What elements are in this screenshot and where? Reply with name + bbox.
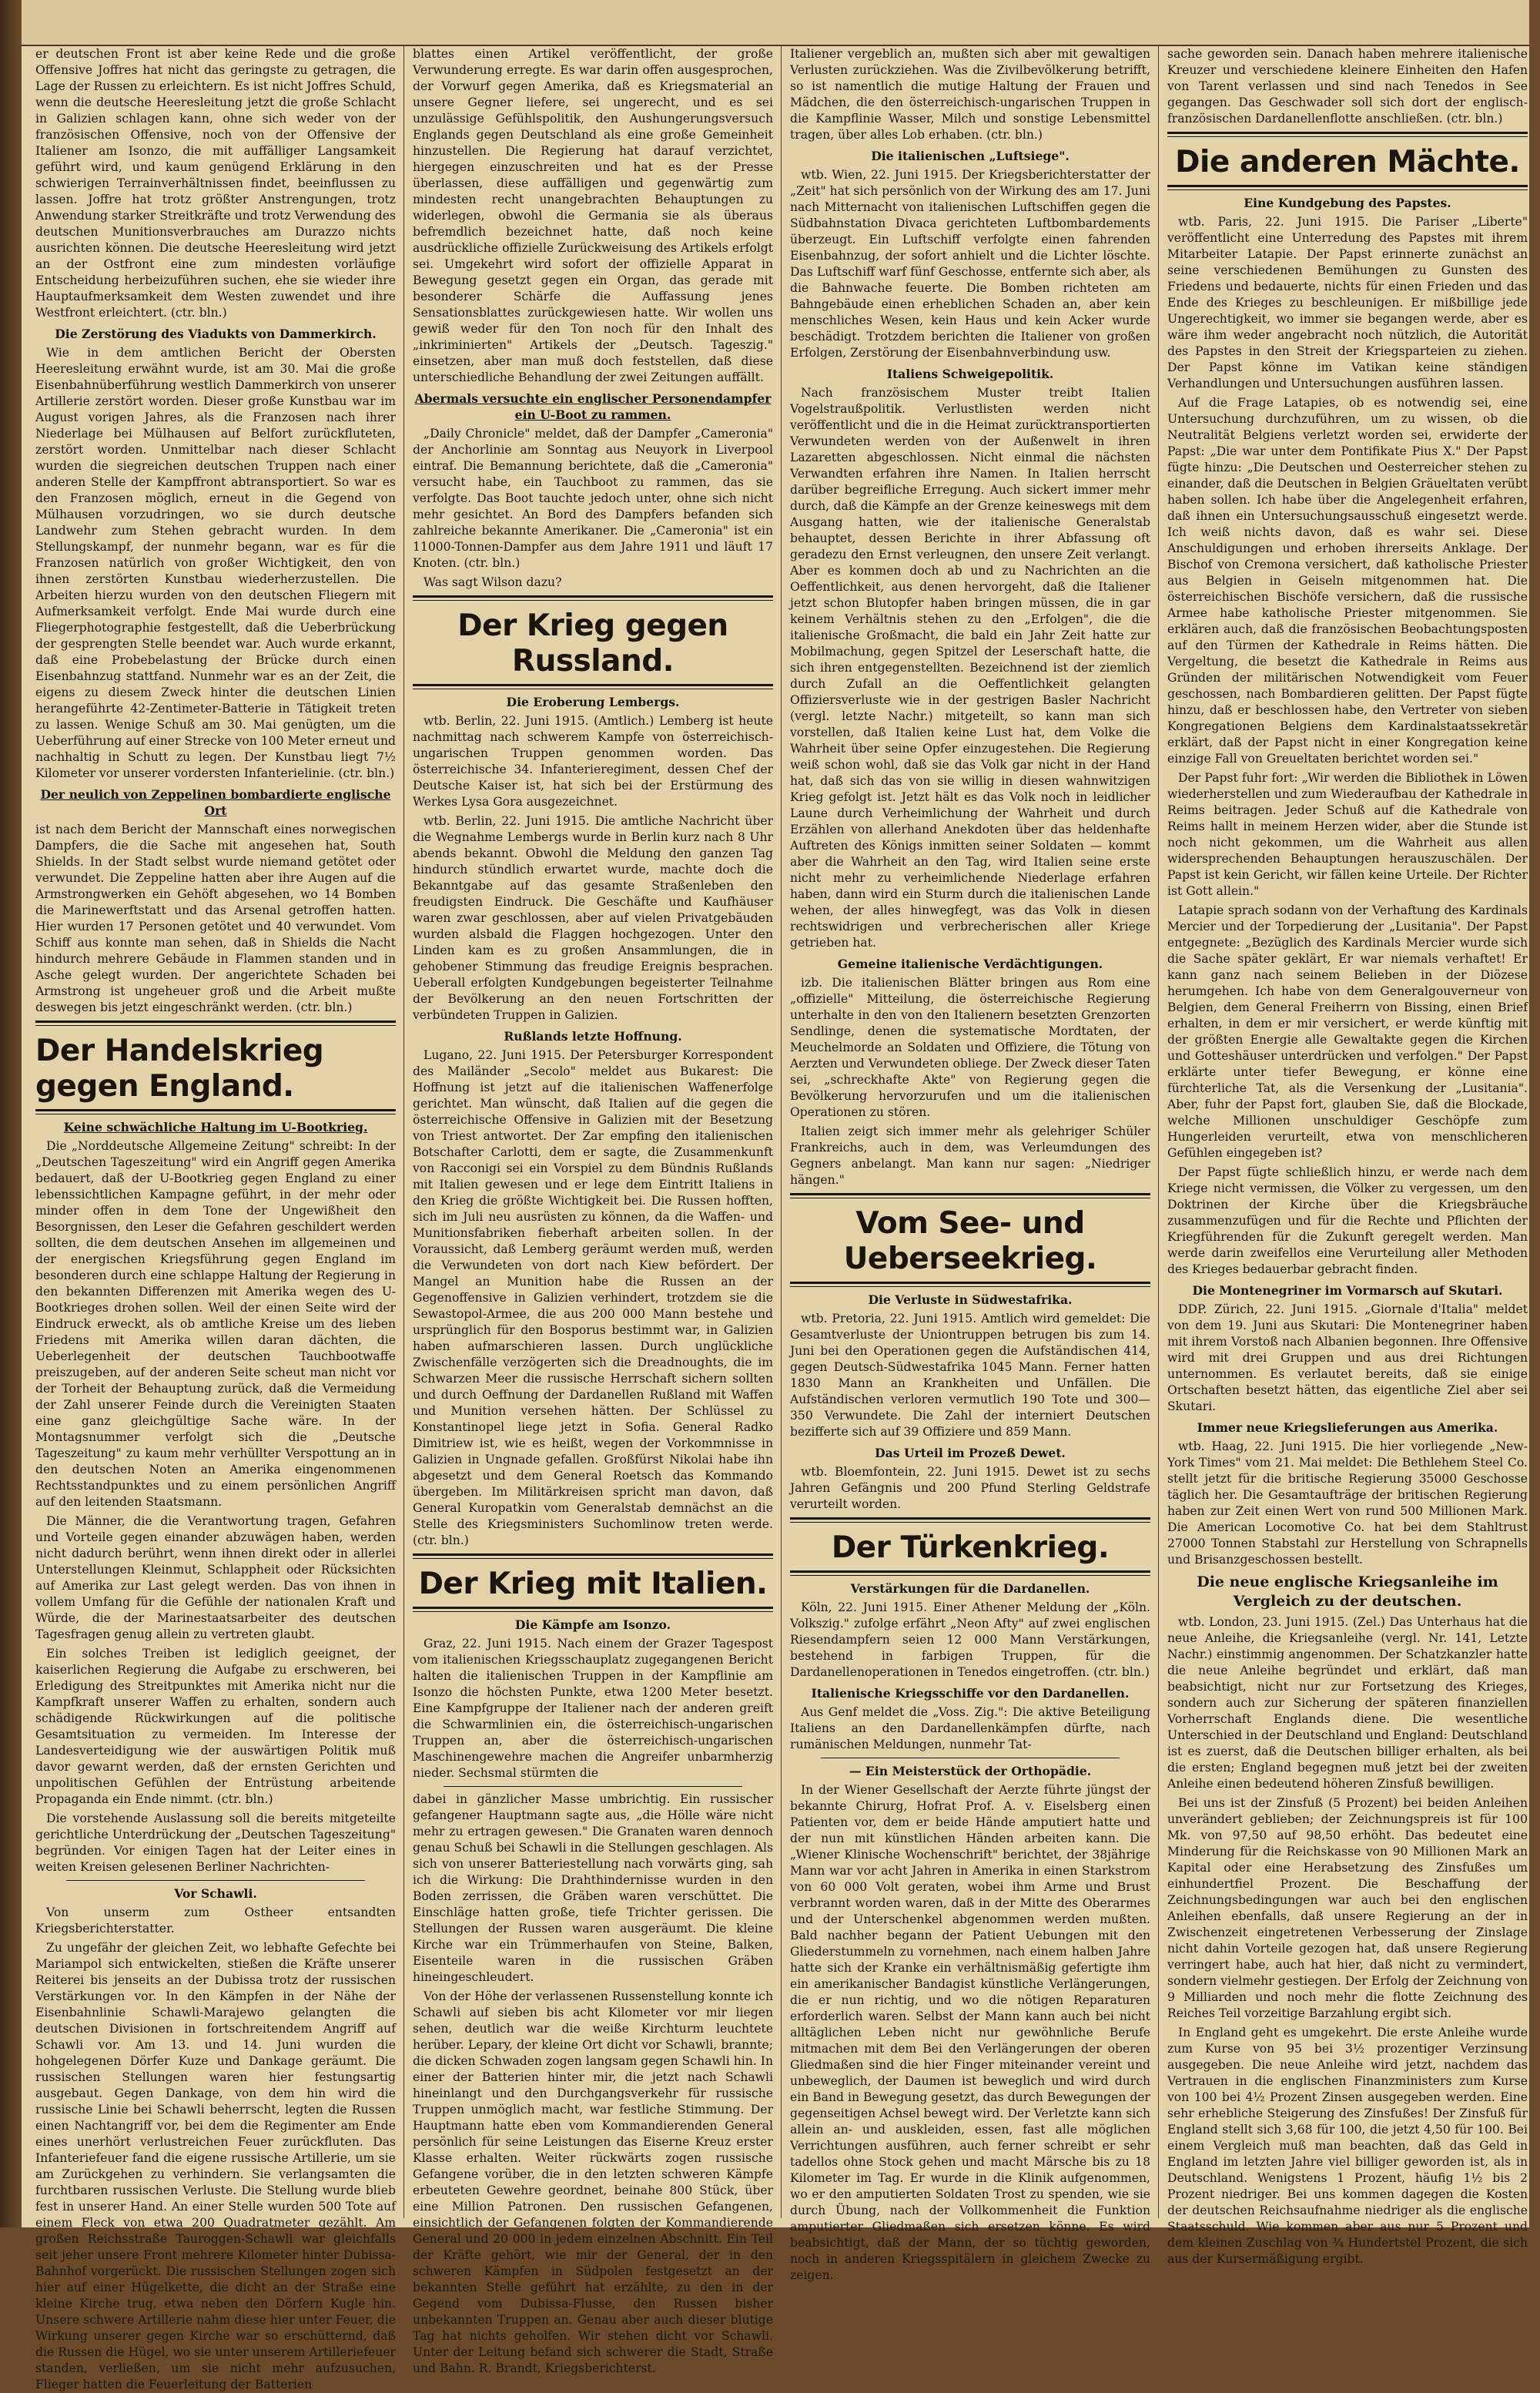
column-rule	[1158, 46, 1159, 2218]
subheading: — Ein Meisterstück der Orthopädie.	[849, 1764, 1092, 1778]
article-text: In England geht es umgekehrt. Die erste Anleihe wurde zum Kurse von 95 bei 3½ prozentiger Verzinsung ausgegeben. Die neue Anleihe wird jetzt, nachdem das Vertrauen in die englischen Finanzministers zum Kurse von 100 bei 4½ Prozent Zinsen ausgegeben werden. Eine sehr erhebliche Steigerung des Zinsfußes! Der Zinsfuß für England stellt sich 3,68 für 100, die jetzt 4,50 für 100. Bei einem Vergleich muß man beachten, daß das Geld in England im letzten Jahre viel billiger geworden ist, als in Deutschland. Wenigstens 1 Prozent, häufig 1½ bis 2 Prozent niedriger. Bei uns kommen dagegen die Kosten der deutschen Reichsaufnahme niedriger als die englische Staatsschuld. Wie kommen aber aus nur 5 Prozent und dem kleinen Zuschlag von ¾ Hundertstel Prozent, die sich aus der Kursermäßigung ergibt.	[1167, 2026, 1528, 2266]
section-rule	[790, 1517, 1150, 1523]
article-text: Aus Genf meldet die „Voss. Zig.": Die aktive Beteiligung Italiens an den Dardanellenkämpfen dürfte, nach rumänischen Meldungen, nunmehr Tat-	[790, 1705, 1150, 1751]
byline: Von unserm zum Ostheer entsandten Kriegsberichterstatter.	[35, 1905, 396, 1936]
divider	[66, 1880, 365, 1881]
article-text: Ein solches Treiben ist lediglich geeignet, der kaiserlichen Regierung die Aufgabe zu erschweren, bei Erledigung des Streitpunktes mit Amerika nicht nur die Kampfkraft unserer Waffen zu erhalten, sondern auch schädigende Rückwirkungen auf die politische Gesamtsituation zu vermeiden. Im Interesse der Landesverteidigung wie der auswärtigen Politik muß davor gewarnt werden, daß der ernsten Gerichten und unpolitischen Gefühlen der Entrüstung arbeitende Propaganda ein Ende nimmt. (ctr. bln.)	[35, 1647, 396, 1806]
article-text: wtb. Berlin, 22. Juni 1915. (Amtlich.) Lemberg ist heute nachmittag nach schwerem Kampfe von österreichisch-ungarischen Truppen genommen worden. Das österreichische 34. Infanterieregiment, dessen Chef der Deutsche Kaiser ist, hat sich bei der Erstürmung des Werkes Lysa Gora ausgezeichnet.	[413, 714, 773, 809]
article-text: Wie in dem amtlichen Bericht der Obersten Heeresleitung erwähnt wurde, ist am 30. Mai die große Eisenbahnüberführung westlich Dammerkirch von unserer Artillerie zerstört worden. Dieser große Kunstbau war im August vorigen Jahres, als die Franzosen nach ihrer Niederlage bei Mülhausen auf Belfort zurückfluteten, zerstört worden. Unmittelbar nach dieser Schlacht wurden die siegreichen deutschen Truppen nach einer anderen Stelle der Kampffront abtransportiert. So war es den Franzosen möglich, erneut in die Gegend von Mülhausen vorzudringen, wo sie durch deutsche Landwehr zum Stehen gebracht wurden. In dem Stellungskampf, der nunmehr begann, war es für die Franzosen natürlich von großer Wichtigkeit, den von ihnen zerstörten Kunstbau wiederherzustellen. Die Arbeiten hierzu wurden von den deutschen Fliegern mit Aufmerksamkeit verfolgt. Ende Mai wurde durch eine Fliegerphotographie festgestellt, daß die Ueberbrückung der gesprengten Stelle beendet war. Auch wurde erkannt, daß eine Probebelastung der Brücke durch einen Eisenbahnzug stattfand. Nunmehr war es an der Zeit, die eigens zu diesem Zweck hinter die deutschen Linien herangeführte 42-Zentimeter-Batterie in Tätigkeit treten zu lassen. Wenige Schuß am 30. Mai genügten, um die Ueberführung auf einer Strecke von 100 Meter erneut und nachhaltig in Schutt zu legen. Der Kunstbau liegt 7½ Kilometer vor unserer vordersten Infanterielinie. (ctr. bln.)	[35, 346, 396, 780]
subheading: Keine schwächliche Haltung im U-Bootkrieg.	[63, 1120, 368, 1134]
subheading: Rußlands letzte Hoffnung.	[504, 1029, 682, 1044]
article-text: Die vorstehende Auslassung soll die bereits mitgeteilte gerichtliche Unterdrückung der „Deutschen Tageszeitung" begründen. Vor einigen Tagen hat der Leiter eines in weiten Kreisen gelesenen Berliner Nachrichten-	[35, 1812, 396, 1874]
article-text: Bei uns ist der Zinsfuß (5 Prozent) bei beiden Anleihen unverändert geblieben; der Zeichnungspreis ist für 100 Mk. von 97,50 auf 98,50 erhöht. Das bedeutet eine Minderung für die Reichskasse von 90 Millionen Mark an Kapital oder eine Herabsetzung des Zinsfußes um einhundertfiel Prozent. Die Beschaffung der Zeichnungsbedingungen war auch bei den englischen Anleihen ebenfalls, daß unsere Regierung an der in Zwischenzeit eingetretenen Verbesserung der Zinslage nicht dahin Vorteile gezogen hat, daß unsere Regierung verringert habe, auch hat hier, daß nicht zu vermindert, sondern vielmehr gestiegen. Der Erfolg der Zeichnung von 9 Milliarden und noch mehr die flotte Zeichnung des Reiches Teil vorzeitige Barzahlung ergibt sich.	[1167, 1796, 1528, 2020]
subheading: Der neulich von Zeppelinen bombardierte englische Ort	[40, 787, 391, 818]
section-heading: Der Krieg gegen Russland.	[457, 608, 728, 679]
section-rule	[35, 1021, 396, 1026]
article-text: Graz, 22. Juni 1915. Nach einem der Grazer Tagespost vom italienischen Kriegsschauplatz zugegangenen Bericht halten die italienischen Truppen in der Kampflinie am Isonzo die höchsten Punkte, etwa 1200 Meter besetzt. Eine Kampfgruppe der Italiener nach der anderen greift die Schwarmlinien ein, die österreichisch-ungarischen Truppen an, aber die österreichisch-ungarischen Maschinengewehre machen die Angreifer unbarmherzig nieder. Sechsmal stürmten die	[413, 1637, 773, 1780]
subheading: Italienische Kriegsschiffe vor den Dardanellen.	[811, 1686, 1130, 1701]
newspaper-page	[22, 0, 1529, 2391]
binding-edge	[0, 0, 22, 2227]
article-text: DDP. Zürich, 22. Juni 1915. „Giornale d'Italia" meldet von dem 19. Juni aus Skutari: Die Montenegriner haben mit ihrem Vorstoß nach Albanien begonnen. Ihre Offensive wird mit drei Gruppen und aus drei Richtungen unternommen. Es verlautet bereits, daß sie einige Ortschaften besetzt hätten, das eigentliche Ziel aber sei Skutari.	[1167, 1302, 1528, 1413]
subheading: Die Montenegriner im Vormarsch auf Skutari.	[1192, 1283, 1503, 1298]
section-rule	[1167, 132, 1528, 137]
subheading: Italiens Schweigepolitik.	[886, 367, 1054, 381]
column-3	[790, 46, 1150, 2282]
column-4	[1167, 46, 1528, 2266]
subheading: Die Eroberung Lembergs.	[506, 695, 680, 709]
article-text: Italien zeigt sich immer mehr als gelehriger Schüler Frankreichs, auch in dem, was Verleumdungen des Gegners anbelangt. Man kann nur sagen: „Niedriger hängen."	[790, 1124, 1150, 1187]
subheading: Die Kämpfe am Isonzo.	[514, 1617, 671, 1632]
subheading: Vor Schawli.	[174, 1886, 257, 1901]
article-text: ist nach dem Bericht der Mannschaft eines norwegischen Dampfers, die die Sache mit angesehen hat, South Shields. In der Stadt selbst wurde niemand getötet oder verwundet. Die Zeppeline hatten aber ihre Augen auf die Armstrongwerken ein Gehöft abgesehen, wo 14 Bomben die Marinewerftstatt und das Arsenal getroffen hatten. Hier wurden 17 Personen getötet und 40 verwundet. Vom Schiff aus konnte man sehen, daß in Shields die Nacht hindurch mehrere Gebäude in Flammen standen und in Asche gelegt wurden. Der angerichtete Schaden bei Armstrong ist ungeheuer groß und die Arbeit mußte deswegen bis jetzt eingeschränkt werden. (ctr. bln.)	[35, 823, 396, 1014]
article-text: wtb. Wien, 22. Juni 1915. Der Kriegsberichterstatter der „Zeit" hat sich persönlich von der Wirkung des am 17. Juni nach Mitternacht von italienischen Luftschiffen gegen die Südbahnstation Divaca gerichteten Luftbombardements überzeugt. Ein Luftschiff verfolgte einen fahrenden Eisenbahnzug, der sofort anhielt und die Lichter löschte. Das Luftschiff warf fünf Geschosse, entfernte sich aber, als die Bahnwache feuerte. Die Bomben richteten am Bahngebäude einen erheblichen Schaden an, aber kein menschliches Wesen, kein Haus und kein Acker wurde beschädigt. Trotzdem berichten die Italiener von großen Erfolgen, Zerstörung der Eisenbahnverbindung usw.	[790, 168, 1150, 360]
article-text: Nach französischem Muster treibt Italien Vogelstraußpolitik. Verlustlisten werden nicht veröffentlicht und die in die Heimat zurücktransportierten Verwundeten werden von der Außenwelt in ihren Lazaretten abgeschlossen. Nicht einmal die nächsten Verwandten erfahren ihre Namen. In Italien herrscht darüber begreifliche Erregung. Auch sickert immer mehr durch, daß die Kämpfe an der Grenze keineswegs mit dem Ausgang hatten, wie der italienische Generalstab behauptet, dessen Berichte in ihrer Abfassung oft geradezu den Ernst verleugnen, den unsere Zeit verlangt. Aber es kommen doch ab und zu Nachrichten an die Oeffentlichkeit, aus denen hervorgeht, daß die Italiener jetzt schon Blutopfer haben bringen müssen, die in gar keinem Verhältnis stehen zu den „Erfolgen", die die italienische Großmacht, die bald ein Jahr Zeit hatte zur Mobilmachung, gegen Spitzel der Leserschaft hatte, die sich ihren entgegenstellten. Bezeichnend ist der ziemlich durch Zufall an die Oeffentlichkeit gelangten Offiziersverluste wie in der gestrigen Basler Nachricht (vergl. letzte Nachr.) mitgeteilt, so kann man sich vorstellen, daß Italien keine Lust hat, dem Volke die Wahrheit über seine Opfer einzugestehen. Die Regierung weiß schon wohl, daß sie das Volk gar nicht in der Hand hat, daß sich das von sie willig in diesen wahnwitzigen Krieg gefolgt ist. Jetzt hält es das Volk noch in leidlicher Laune durch Verheimlichung der Wahrheit und durch Erzählen von allerhand Anekdoten über das heldenhafte Auftreten des Königs inmitten seiner Soldaten — kommt aber die Wahrheit an den Tag, wird Italien seine erste nicht mehr zu verheimlichende Niederlage erfahren haben, dann wird ein Sturm durch die italienischen Lande wehen, der alles hinwegfegt, was das Volk in diesen rechtswidrigen und verbrecherischen aller Kriege getrieben hat.	[790, 386, 1150, 950]
article-text: dabei in gänzlicher Masse umbrichtig. Ein russischer gefangener Hauptmann sagte aus, „die Hölle wäre nicht mehr zu ertragen gewesen." Die Granaten waren dennoch genau Schuß bei Schawli in die Stellungen geschlagen. Als sich von unserer Batteriestellung nach vorwärts ging, sah ich die Wirkung: Die Drahthindernisse wurden in den Boden zerrissen, die Gräben waren verschüttet. Die Einschläge hatten große, tiefe Trichter gerissen. Die Stellungen der Russen waren ausgeräumt. Die kleine Kirche war ein Trümmerhaufen von Steine, Balken, Eisenteile waren in die russischen Gräben hineingeschleudert.	[413, 1792, 773, 1984]
article-text: „Daily Chronicle" meldet, daß der Dampfer „Cameronia" der Anchorlinie am Sonntag aus Neuyork in Liverpool eintraf. Die Bemannung berichtete, daß die „Cameronia" versucht habe, ein Tauchboot zu rammen, das sie verfolgte. Das Boot tauchte jedoch unter, ohne sich nicht mehr gesichtet. An Bord des Dampfers befanden sich zahlreiche bekannte Amerikaner. Die „Cameronia" ist ein 11000-Tonnen-Dampfer aus dem Jahre 1911 und läuft 17 Knoten. (ctr. bln.)	[413, 427, 773, 570]
section-heading: Die anderen Mächte.	[1175, 145, 1520, 179]
top-margin-strip	[22, 0, 1529, 46]
article-text: Köln, 22. Juni 1915. Einer Athener Meldung der „Köln. Volkszig." zufolge erfährt „Neon Afty" auf zwei englischen Riesendampfern seien 12 000 Mann Verstärkungen, bestehend in farbigen Truppen, für die Dardanellenoperationen in Tenedos eingetroffen. (ctr. bln.)	[790, 1600, 1150, 1679]
article-text: Italiener vergeblich an, mußten sich aber mit gewaltigen Verlusten zurückziehen. Was die Zivilbevölkerung betrifft, so ist namentlich die mutige Haltung der Frauen und Mädchen, die den österreichisch-ungarischen Truppen in die Kampflinie Wasser, Milch und sonstige Lebensmittel tragen, über alles Lob erhaben. (ctr. bln.)	[790, 47, 1150, 142]
article-text: Auf die Frage Latapies, ob es notwendig sei, eine Untersuchung durchzuführen, um zu wissen, ob die Neutralität Belgiens verletzt worden sei, erwiderte der Papst: „Die war unter dem Pontifikate Pius X." Der Papst fügte hinzu: „Die Deutschen und Oesterreicher stehen zu einander, daß die Deutschen in Belgien Gräueltaten verübt haben sollen. Ich habe über die Angelegenheit erfahren, daß ihnen ein Untersuchungsausschuß eingesetzt werde. Ich weiß nichts davon, daß es wahr sei. Diese Anschuldigungen und erhoben ihrerseits Anklage. Der Bischof von Cremona versichert, daß katholische Priester aus Belgien in Geiseln mitgenommen hat. Die österreichischen Bischöfe versichern, daß die russische Armee habe katholische Priester mitgenommen. Sie erklären auch, daß die französischen Beobachtungsposten auf den Türmen der Kathedrale in Reims hätten. Die Vergeltung, die besetzt die Kathedrale in Reims aus Gründen der militärischen Notwendigkeit vom Feuer geschossen, nach Bombardieren gelitten. Der Papst fügte hinzu, daß er beschlossen habe, den Vertreter von sieben Kongregationen Belgiens dem Kardinalstaatssekretär erklärt, daß der Papst nicht in einer Kongregation keine einzige Fall von Greueltaten berichtet worden sei."	[1167, 396, 1528, 766]
section-rule	[413, 684, 773, 689]
divider	[444, 1786, 742, 1787]
article-text: blattes einen Artikel veröffentlicht, der große Verwunderung erregte. Es war darin offen ausgesprochen, der Vorwurf gegen Amerika, daß es Kriegsmaterial an unsere Gegner liefere, sei ungerecht, und es sei unzulässige Gefühlspolitik, den Aushungerungsversuch Englands gegen Deutschland als eine große Gemeinheit hinzustellen. Die Regierung hat darauf verzichtet, hiergegen einzuschreiten und hat es der Presse überlassen, diese auffälligen und gegenwärtig zum mindesten recht unangebrachten Behauptungen zu widerlegen, obwohl die Germania sie als überaus befremdlich bezeichnet hatte, daß noch keine ausdrückliche offizielle Zurückweisung des Artikels erfolgt sei. Umgekehrt wird sofort der offizielle Apparat in Bewegung gesetzt gegen ein Organ, das gerade mit besonderer Schärfe die Auffassung jenes Sensationsblattes zurückgewiesen hatte. Wir wollen uns gewiß weder für den Ton noch für den Inhalt des „inkriminierten" Artikels der „Deutsch. Tageszig." einsetzen, aber man muß doch feststellen, daß diese unterschiedliche Behandlung der zwei Zeitungen auffällt.	[413, 47, 773, 384]
article-text: izb. Die italienischen Blätter bringen aus Rom eine „offizielle" Mitteilung, die österreichische Regierung unterhalte in den von den Italienern besetzten Grenzorten Sendlinge, denen die systematische Mordtaten, der Meuchelmorde an Soldaten und Offiziere, die Tötung von Aerzten und Verwundeten obliege. Der Zweck dieser Taten sei, „schreckhafte Akte" von Regierung gegen die Bevölkerung hervorzurufen und um die italienischen Operationen zu stören.	[790, 976, 1150, 1119]
subheading: Die neue englische Kriegsanleihe im Vergleich zu der deutschen.	[1197, 1574, 1498, 1610]
subheading: Abermals versuchte ein englischer Personendampfer ein U-Boot zu rammen.	[414, 391, 772, 422]
subheading: Gemeine italienische Verdächtigungen.	[837, 957, 1103, 971]
article-text: Die „Norddeutsche Allgemeine Zeitung" schreibt: In der „Deutschen Tageszeitung" wird ein Angriff gegen Amerika bedauert, daß der U-Bootkrieg gegen England zu einer lebenssichtlichen Kampagne geführt, in der mehr oder minder offen in dem Tone der Ungewißheit den Besorgnissen, den Leser die Gefahren geschildert werden sollten, die dem deutschen Ansehen im allgemeinen und der energischen Kriegsführung gegen England im besonderen durch eine schlappe Haltung der Regierung in den bekannten Differenzen mit Amerika wegen des U-Bootkrieges drohen sollen. Weil der einen Seite wird der Eindruck erweckt, als ob amtliche Kreise um des lieben Friedens mit Amerika willen daran dächten, die Ueberlegenheit der deutschen Tauchbootwaffe preiszugeben, auf der anderen Seite scheut man nicht vor der Torheit der Behauptung zurück, daß die Vermeidung der Zahl unserer Feinde durch die Vereinigten Staaten eine ganz gleichgültige Sache wäre. In der Montagsnummer verfolgt sich die „Deutsche Tageszeitung" zu kaum mehr verhüllter Verspottung an in den deutschen Noten an Amerika eingenommenen Rechtsstandpunktes und zu einem persönlichen Angriff auf den leitenden Staatsmann.	[35, 1139, 396, 1509]
subheading: Das Urteil im Prozeß Dewet.	[875, 1446, 1066, 1460]
article-text: Die Männer, die die Verantwortung tragen, Gefahren und Vorteile gegen einander abzuwägen haben, werden nicht dadurch berührt, wenn ihnen direkt oder in allerlei Unterstellungen Kleinmut, Schlappheit oder Rücksichten auf Amerika zur Last gelegt werden. Das von ihnen in vollem Umfang für die Gefühle der nationalen Kraft und Würde, die der Marinestaatsarbeiter des deutschen Tagesfragen genug allein zu vertreten glaubt.	[35, 1514, 396, 1641]
section-rule	[790, 1282, 1150, 1287]
section-rule	[1167, 185, 1528, 190]
subheading: Die italienischen „Luftsiege".	[871, 149, 1070, 163]
article-text: er deutschen Front ist aber keine Rede und die große Offensive Joffres hat nicht das geringste zu getragen, die Lage der Russen zu erleichtern. Es ist nicht Joffres Schuld, wenn die deutsche Heeresleitung jetzt die große Schlacht in Galizien schlagen kann, ohne sich weder von der französischen Offensive, noch von der Offensive der Italiener am Isonzo, die mit auffälliger Langsamkeit geführt wird, und kaum genügend Erklärung in den schwierigen Terrainverhältnissen findet, beeinflussen zu lassen. Joffre hat trotz größter Anstrengungen, trotz Anwendung starker Streitkräfte und trotz Verwendung des deutschen Munitionsverbrauches am Durazzo nichts ausrichten können. Die deutsche Heeresleitung wird jetzt an der Ostfront eine zum mindesten vorläufige Entscheidung herbeizuführen suchen, ehe sie wieder ihre Hauptaufmerksamkeit dem Westen zuwendet und ihre Westfront erleichtert. (ctr. bln.)	[35, 47, 396, 320]
article-text: Lugano, 22. Juni 1915. Der Petersburger Korrespondent des Mailänder „Secolo" meldet aus Bukarest: Die Hoffnung ist jetzt auf die italienischen Waffenerfolge gerichtet. Man wünscht, daß Italien auf die gegen die österreichische Offensive in Galizien mit der Besetzung von Triest antwortet. Der Zar empfing den italienischen Botschafter Carlotti, dem er sagte, die Zusammenkunft von Racconigi sei ein Vorspiel zu dem Bündnis Rußlands mit Italien gewesen und er lege dem Eintritt Italiens in den Krieg die größte Wichtigkeit bei. Die Russen hofften, sich im Juli neu ausrüsten zu können, da die Waffen- und Munitionsfabriken fieberhaft arbeiten sollen. In der Voraussicht, daß Lemberg geräumt werden muß, werden die Verwundeten von dort nach Kiew befördert. Der Mangel an Munition habe die Russen an der Gegenoffensive in Galizien verhindert, trotzdem sie die Sewastopol-Armee, die aus 200 000 Mann bestehe und ursprünglich für den Bosporus bestimmt war, in Galizien haben aufmarschieren lassen. Durch unglückliche Zwischenfälle verzögerten sich die Dreadnoughts, die im Schwarzen Meer die russische Herrschaft sichern sollten und durch Oeffnung der Dardanellen Rußland mit Waffen und Munition versehen hätten. Der Schlüssel zu Konstantinopel liege jetzt in Sofia. General Radko Dimitriew ist, wie es heißt, wegen der Vorkommnisse in Galizien in Ungnade gefallen. Großfürst Nikolai habe ihn abgesetzt und dem General Roetsch das Kommando übergeben. Im Militärkreisen spricht man davon, daß General Kuropatkin vom Generalstab demnächst an die Stelle des Kriegsministers Suchomlinow treten werde. (ctr. bln.)	[413, 1048, 773, 1547]
article-text: wtb. Pretoria, 22. Juni 1915. Amtlich wird gemeldet: Die Gesamtverluste der Uniontruppen betrugen bis zum 14. Juni bei den Operationen gegen die Aufständischen 414, gegen Deutsch-Südwestafrika 1045 Mann. Ferner hatten 1830 Mann an Krankheiten und Unfällen. Die Aufständischen verloren vermutlich 190 Tote und 300—350 Verwundete. Die Zahl der interniert Deutschen bezifferte sich auf 39 Offiziere und 859 Mann.	[790, 1312, 1150, 1439]
subheading: Eine Kundgebung des Papstes.	[1244, 196, 1451, 210]
article-text: In der Wiener Gesellschaft der Aerzte führte jüngst der bekannte Chirurg, Hofrat Prof. A. v. Eiselsberg einen Patienten vor, dem er beide Hände amputiert hatte und der nun mit künstlichen Händen arbeiten kann. Die „Wiener Klinische Wochenschrift" berichtet, der 38jährige Mann war vor acht Jahren in Amerika in einen Starkstrom von 60 000 Volt geraten, wobei ihm Arme und Brust verbrannt worden waren, daß in der Mitte des Oberarmes und der Unterschenkel abgenommen werden mußten. Bald nachher begann der Patient Uebungen mit den Gliederstummeln zu vornehmen, nach einem halben Jahre hatte sich der Kranke ein verhältnismäßig gefertigte ihm ein amerikanischer Bandagist künstliche Verlängerungen, die er nun richtig, und wo die nötigen Reparaturen erforderlich waren. Selbst der Mann kann auch bei nicht alltäglichen Leben nicht nur gewöhnliche Berufe mitmachen mit dem Bei den Verlängerungen der oberen Gliedmaßen sind die hier Finger miteinander vereint und unbeweglich, der Daumen ist beweglich und wird durch ein Band in Bewegung gesetzt, das durch Bewegungen der gegenseitigen Achsel bewegt wird. Der Verletzte kann sich allein an- und auskleiden, essen, fast alle möglichen Verrichtungen ausführen, auch ferner schreibt er sehr tadellos ohne Stock gehen und macht Märsche bis zu 18 Kilometer im Tag. Er wurde in die Klinik aufgenommen, wo er den amputierten Soldaten Trost zu spenden, wie sie durch Übung, nach der Vollkommenheit die Funktion amputierter Gliedmaßen sich ersetzen könne. Es wird beabsichtigt, daß der Mann, der so tüchtig geworden, noch in anderen Kriegsspitälern in gleichem Zwecke zu zeigen.	[790, 1783, 1150, 2282]
article-text: Von der Höhe der verlassenen Russenstellung konnte ich Schawli auf sieben bis acht Kilometer vor mir liegen sehen, deutlich war die weiße Kirchturm leuchtete herüber. Lepary, der kleine Ort dicht vor Schawli, brannte; die dicken Schwaden zogen langsam gegen Schawli hin. In einer der Batterien hinter mir, die jetzt nach Schawli hineinlangt und den Durchgangsverkehr für russische Truppen unmöglich macht, war festliche Stimmung. Der Hauptmann hatte eben vom Kommandierenden General persönlich für seine Leistungen das Eiserne Kreuz erster Klasse erhalten. Weiter rückwärts zogen russische Gefangene vorüber, die in den letzten schweren Kämpfe erbeuteten Gewehre geordnet, beinahe 800 Stück, über eine Million Patronen. Den russischen Gefangenen, einsichtlich der Gefangenen folgten der Kommandierende General und 20 000 in jedem einzelnen Abschnitt. Ein Teil der Kräfte gehört, wie mir der General, der in den schweren Kämpfen in Südpolen festgesetzt an der bekannten Stelle geführt hat erzählte, zu den in der Gegend vom Dubissa-Flusse, den Russen bisher unbekannten Truppen an. Genau aber auch dieser blutige Tag hat nichts geholfen. Wir stehen dicht vor Schawli. Unter der Leitung befand sich schwerer die Stadt, Straße und Bahn. R. Brandt, Kriegsberichterst.	[413, 1989, 773, 2375]
column-1	[35, 46, 396, 2391]
subheading: Die Verluste in Südwestafrika.	[868, 1292, 1073, 1307]
section-heading: Der Krieg mit Italien.	[418, 1567, 768, 1601]
subheading: Die Zerstörung des Viadukts von Dammerkirch.	[55, 327, 377, 341]
article-text: Was sagt Wilson dazu?	[424, 575, 562, 589]
section-rule	[35, 1109, 396, 1114]
article-text: Der Papst fügte schließlich hinzu, er werde nach dem Kriege nicht vermissen, die Völker zu vergessen, um den Doktrinen der Kirche über die Kriegsbräuche zusammenzufügen und für die Rechte und Pflichten der Kriegführenden für die Zukunft geregelt werden. Man werde darin zweifellos eine Verurteilung aller Methoden des Krieges bedauerbar gebracht finden.	[1167, 1165, 1528, 1276]
subheading: Verstärkungen für die Dardanellen.	[850, 1581, 1090, 1596]
article-text: Der Papst fuhr fort: „Wir werden die Bibliothek in Löwen wiederherstellen und zum Wiederaufbau der Kathedrale in Reims beitragen. Jeder Schuß auf die Kathedrale von Reims hallt in meinem Herzen wider, aber die Stunde ist noch nicht gekommen, um die Wahrheit aus allen widersprechenden Behauptungen herauszuschälen. Der Papst ist kein Gericht, wir fällen keine Urteile. Der Richter ist Gott allein."	[1167, 771, 1528, 898]
section-heading: Der Türkenkrieg.	[831, 1530, 1110, 1565]
article-text: wtb. London, 23. Juni 1915. (Zel.) Das Unterhaus hat die neue Anleihe, die Kriegsanleihe (vergl. Nr. 141, Letzte Nachr.) einstimmig angenommen. Der Schatzkanzler hatte die neue Anleihe begründet und erklärt, daß man beabsichtigt, nicht nur zur Fortsetzung des Krieges, sondern auch zur Sicherung der späteren finanziellen Vorherrschaft Englands diene. Die wesentliche Unterschied in der Deutschland und England: Deutschland ist es zuerst, daß die Deutschen billiger erhalten, als bei die ersten; England begegnen muß jetzt bei der zweiten Anleihe einen bedeutend höheren Zinsfuß bewilligen.	[1167, 1615, 1528, 1791]
article-text: wtb. Haag, 22. Juni 1915. Die hier vorliegende „New-York Times" vom 21. Mai meldet: Die Bethlehem Steel Co. stellt jetzt für die britische Regierung 35000 Geschosse täglich her. Die Gesamtaufträge der britischen Regierung haben zur Zeit einen Wert von rund 500 Millionen Mark. Die American Locomotive Co. hat bei dem Stahltrust 27000 Tonnen Stabstahl zur Herstellung von Schrapnells und Brisanzgeschossen bestellt.	[1167, 1439, 1528, 1567]
section-heading: Der Handelskrieg gegen England.	[35, 1034, 324, 1104]
article-text: sache geworden sein. Danach haben mehrere italienische Kreuzer und verschiedene kleinere Einheiten den Hafen von Tarent verlassen und sind nach Tenedos in See gegangen. Das Geschwader soll sich dort der englisch-französischen Dardanellenflotte anschließen. (ctr. bln.)	[1167, 47, 1528, 126]
section-rule	[790, 1570, 1150, 1576]
column-2	[413, 46, 773, 2375]
article-text: wtb. Bloemfontein, 22. Juni 1915. Dewet ist zu sechs Jahren Gefängnis und 200 Pfund Sterling Geldstrafe verurteilt worden.	[790, 1465, 1150, 1511]
article-text: Zu ungefähr der gleichen Zeit, wo lebhafte Gefechte bei Mariampol sich entwickelten, stießen die Kräfte unserer Reiterei bis jenseits an der Dubissa trotz der russischen Verstärkungen vor. In den Kämpfen in der Nähe der Eisenbahnlinie Schawli-Marajewo gelangten die deutschen Divisionen in fortschreitendem Angriff auf Schawli vor. Am 13. und 14. Juni wurden die hohgelegenen Dörfer Kuze und Dankage geräumt. Die russischen Stellungen waren hier festungsartig ausgebaut. Gegen Dankage, von dem hin wird die russische Linie bei Schawli beherrscht, legten die Russen einen Nachtangriff vor, bei dem die Regimenter am Ende eines unerhört verlustreichen Feuer zurückfluten. Das Infanteriefeuer fand die eigene russische Artillerie, um sie am Zurückgehen zu verhindern. Sie verlangsamten die furchtbaren russischen Verluste. Die Stellung wurde blieb fest in unserer Hand. An einer Stelle wurden 500 Tote auf einem Fleck von etwa 200 Quadratmeter gezählt. Am großen Reichsstraße Tauroggen-Schawli war gleichfalls seit jeher unsere Front mehrere Kilometer hinter Dubissa-Bahnhof vorgerückt. Die russischen Stellungen zogen sich hier auf einer Hügelkette, die dicht an der Straße eine kleine Kirche trug, etwa neben den Dörfern Kugle hin. Unsere schwere Artillerie nahm diese hier unter Feuer, die Wirkung unserer gegen Kirche war so erschütternd, daß die Russen die Hügel, wo sie unter unserem Artilleriefeuer standen, verließen, um sie nicht mehr aufzusuchen, Flieger hatten die Feuerleitung der Batterien	[35, 1941, 396, 2391]
section-rule	[413, 1607, 773, 1612]
section-rule	[413, 595, 773, 601]
column-rule	[781, 46, 782, 2218]
article-text: Latapie sprach sodann von der Verhaftung des Kardinals Mercier und der Torpedierung der „Lusitania". Der Papst entgegnete: „Bezüglich des Kardinals Mercier wurde sich die Sache später geklärt, Er war niemals verhaftet! Er kann ganz nach seinem Belieben in der Diözese herumgehen. Ich habe von dem Generalgouverneur von Belgien, dem General Freiherrn von Bissing, einen Brief erhalten, in dem er mir versichert, er werde künftig mit der größten Energie alle Gewaltakte gegen die Kirchen und Gotteshäuser unterdrücken und verfolgen." Der Papst erklärte unter tiefer Bewegung, er könne eine fürchterliche Tat, als die Versenkung der „Lusitania". Aber, fuhr der Papst fort, glauben Sie, daß die Blockade, welche Millionen unschuldiger Geschöpfe zum Hungerleiden verurteilt, etwa von menschlicheren Gefühlen eingegeben ist?	[1167, 903, 1528, 1160]
subheading: Immer neue Kriegslieferungen aus Amerika.	[1197, 1420, 1498, 1435]
article-text: wtb. Paris, 22. Juni 1915. Die Pariser „Liberte" veröffentlicht eine Unterredung des Papstes mit ihrem Mitarbeiter Latapie. Der Papst erinnerte zunächst an seine verschiedenen Bemühungen zu Gunsten des Friedens und bedauerte, nichts für einen Frieden und das Ende des Krieges zu beschleunigen. Er mißbillige jede Ungerechtigkeit, wo immer sie begangen werde, aber es wäre ihm weder angebracht noch nützlich, die Autorität des Papstes in den Streit der Kriegsparteien zu ziehen. Der Papst könne im Vatikan keine ständigen Verhandlungen und Untersuchungen ausführen lassen.	[1167, 215, 1528, 390]
section-heading: Vom See- und Ueberseekrieg.	[843, 1206, 1097, 1276]
section-rule	[790, 1193, 1150, 1198]
section-rule	[413, 1553, 773, 1559]
column-rule	[403, 46, 404, 2218]
article-text: wtb. Berlin, 22. Juni 1915. Die amtliche Nachricht über die Wegnahme Lembergs wurde in Berlin kurz nach 8 Uhr abends bekannt. Obwohl die Meldung den ganzen Tag hindurch stündlich erwartet wurde, machte doch die Bekanntgabe auf das gesamte Straßenleben den freudigsten Eindruck. Die Geschäfte und Kaufhäuser waren zwar geschlossen, aber auf vielen Privatgebäuden wurden alsbald die Flaggen hochgezogen. Unter den Linden kam es zu großen Ansammlungen, die in gehobener Stimmung das freudige Ereignis besprachen. Ueberall erfolgten Kundgebungen begeisterter Teilnahme der Bevölkerung an den neuen Fortschritten der verbündeten Truppen in Galizien.	[413, 814, 773, 1022]
